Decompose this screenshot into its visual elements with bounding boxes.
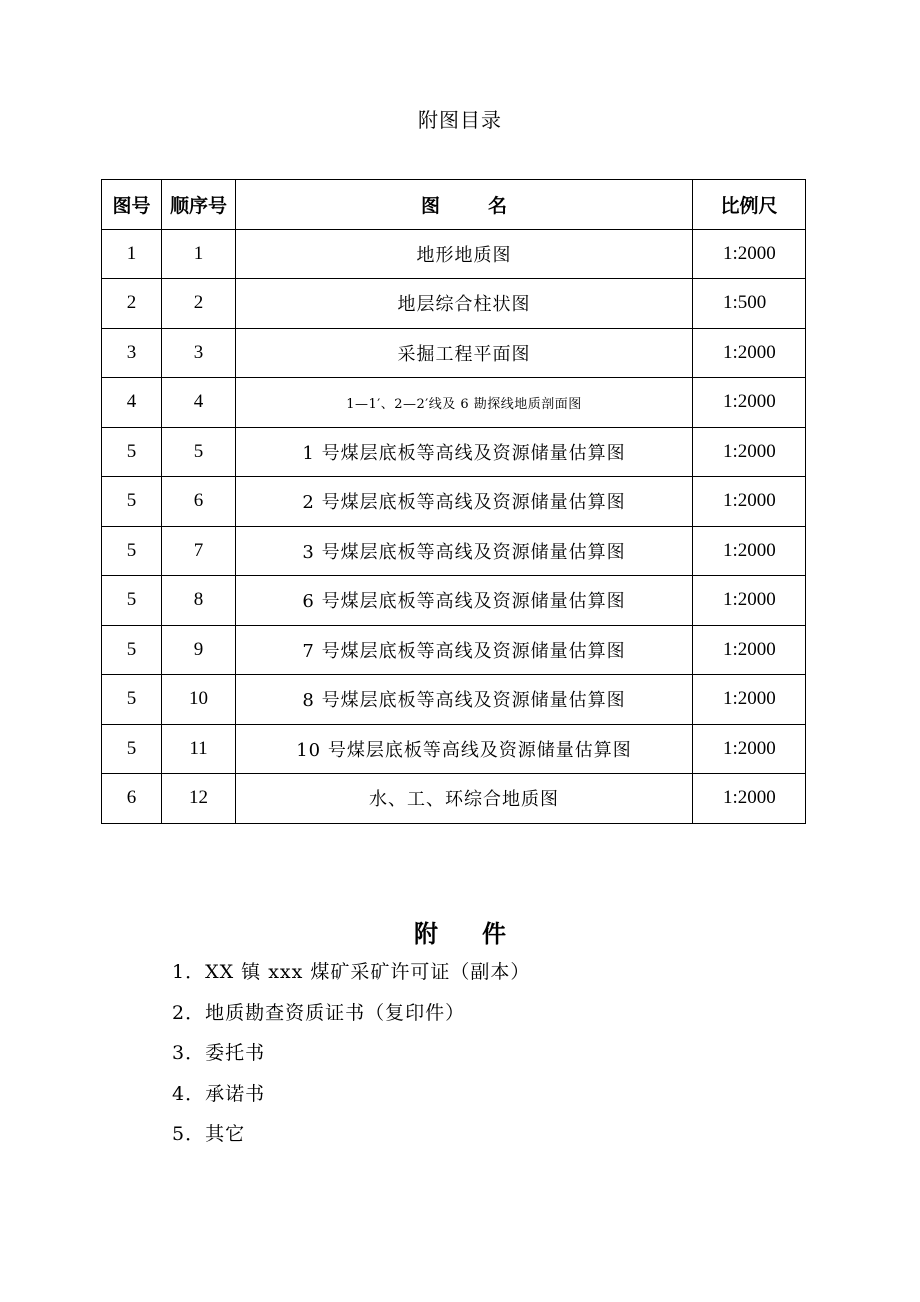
- scale-cell: 1:2000: [693, 229, 806, 279]
- header-figure-no: 图号: [102, 180, 162, 230]
- sequence-no-cell: 4: [162, 378, 236, 428]
- table-row: [102, 477, 806, 527]
- sequence-no-cell: 12: [162, 774, 236, 824]
- attachment-item: 4．承诺书: [172, 1082, 266, 1105]
- figure-name-cell: 地层综合柱状图: [236, 279, 693, 329]
- table-row: [102, 328, 806, 378]
- figure-no-cell: 3: [102, 328, 162, 378]
- sequence-no-cell: 7: [162, 526, 236, 576]
- scale-cell: 1:2000: [693, 427, 806, 477]
- scale-cell: 1:2000: [693, 328, 806, 378]
- table-row: [102, 675, 806, 725]
- sequence-no-cell: 5: [162, 427, 236, 477]
- figure-no-cell: 5: [102, 724, 162, 774]
- figure-no-cell: 5: [102, 427, 162, 477]
- attachments-list: [172, 956, 530, 1159]
- figure-name-cell: 8 号煤层底板等高线及资源储量估算图: [236, 675, 693, 725]
- scale-cell: 1:2000: [693, 477, 806, 527]
- scale-cell: 1:2000: [693, 774, 806, 824]
- header-figure-name: 图名: [236, 180, 693, 230]
- table-row: [102, 526, 806, 576]
- figure-name-cell: 7 号煤层底板等高线及资源储量估算图: [236, 625, 693, 675]
- sequence-no-cell: 6: [162, 477, 236, 527]
- scale-cell: 1:2000: [693, 576, 806, 626]
- figure-name-cell: 6 号煤层底板等高线及资源储量估算图: [236, 576, 693, 626]
- figure-name-cell: 2 号煤层底板等高线及资源储量估算图: [236, 477, 693, 527]
- figure-name-cell: 10 号煤层底板等高线及资源储量估算图: [236, 724, 693, 774]
- figure-no-cell: 6: [102, 774, 162, 824]
- scale-cell: 1:2000: [693, 675, 806, 725]
- scale-cell: 1:2000: [693, 625, 806, 675]
- sequence-no-cell: 3: [162, 328, 236, 378]
- figure-name-cell: 1—1′、2—2′线及 6 勘探线地质剖面图: [236, 378, 693, 428]
- scale-cell: 1:2000: [693, 724, 806, 774]
- figure-no-cell: 4: [102, 378, 162, 428]
- figure-name-cell: 采掘工程平面图: [236, 328, 693, 378]
- table-row: [102, 378, 806, 428]
- figure-name-cell: 地形地质图: [236, 229, 693, 279]
- table-row: [102, 724, 806, 774]
- attachments-title: 附件: [414, 920, 550, 948]
- sequence-no-cell: 11: [162, 724, 236, 774]
- table-row: [102, 774, 806, 824]
- sequence-no-cell: 9: [162, 625, 236, 675]
- header-sequence-no: 顺序号: [162, 180, 236, 230]
- figure-name-cell: 3 号煤层底板等高线及资源储量估算图: [236, 526, 693, 576]
- sequence-no-cell: 2: [162, 279, 236, 329]
- figure-no-cell: 5: [102, 526, 162, 576]
- figure-name-cell: 1 号煤层底板等高线及资源储量估算图: [236, 427, 693, 477]
- scale-cell: 1:2000: [693, 378, 806, 428]
- figure-no-cell: 1: [102, 229, 162, 279]
- figure-index-table: [101, 179, 806, 824]
- attachment-item: 2．地质勘查资质证书（复印件）: [172, 1001, 466, 1024]
- sequence-no-cell: 1: [162, 229, 236, 279]
- sequence-no-cell: 10: [162, 675, 236, 725]
- figure-no-cell: 5: [102, 675, 162, 725]
- sequence-no-cell: 8: [162, 576, 236, 626]
- figure-no-cell: 2: [102, 279, 162, 329]
- figure-no-cell: 5: [102, 576, 162, 626]
- table-row: [102, 576, 806, 626]
- table-row: [102, 229, 806, 279]
- figure-no-cell: 5: [102, 625, 162, 675]
- attachment-item: 1．XX 镇 xxx 煤矿采矿许可证（副本）: [172, 961, 531, 983]
- scale-cell: 1:500: [693, 279, 806, 329]
- header-scale: 比例尺: [693, 180, 806, 230]
- figure-name-cell: 水、工、环综合地质图: [236, 774, 693, 824]
- table-row: [102, 625, 806, 675]
- table-row: [102, 427, 806, 477]
- table-header-row: [102, 180, 806, 230]
- scale-cell: 1:2000: [693, 526, 806, 576]
- figure-no-cell: 5: [102, 477, 162, 527]
- attachment-item: 3．委托书: [172, 1042, 266, 1064]
- table-row: [102, 279, 806, 329]
- page-title: 附图目录: [418, 108, 502, 132]
- attachment-item: 5．其它: [172, 1123, 246, 1145]
